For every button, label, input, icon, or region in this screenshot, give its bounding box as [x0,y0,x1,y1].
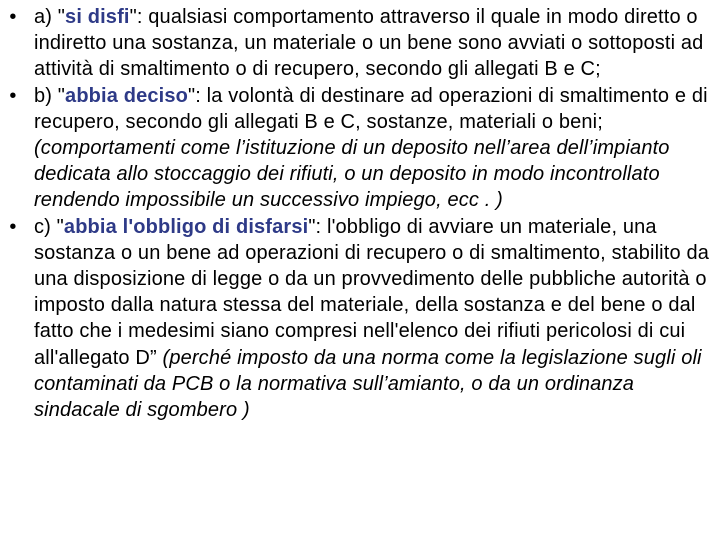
bullet-text: ": la volontà di destinare ad operazioni di smaltimento e di recupero, secondo gli allegati B e C, sostanze, materiali o beni; [34,84,708,133]
defined-term: si disfi [65,6,130,28]
defined-term: abbia deciso [65,84,188,107]
bullet-item-b [0,83,720,214]
bullet-italic-note: (perché imposto da una norma come la legislazione sugli oli contaminati da PCB o la normativa sull’amianto, o da un ordinanza sindacale di sgombero ) [34,346,702,422]
bullet-text: ": l'obbligo di avviare un materiale, una sostanza o un bene ad operazioni di recupero o di smaltimento, stabilito da una disposizione di legge o da un provvedimento delle pubbliche autorità o imposto dalla natura stessa del materiale, della sostanza e del bene o dal fatto che i medesimi siano compresi nell'elenco dei rifiuti pericolosi di cui all'allegato D” [34,215,709,369]
bullet-text: ": qualsiasi comportamento attraverso il quale in modo diretto o indiretto una sostanza, un materiale o un bene sono avviati o sottoposti ad attività di smaltimento o di recupero, secondo gli allegati B e C; [34,6,704,81]
defined-term: abbia l'obbligo di disfarsi [63,215,309,238]
bullet-icon: • [9,6,17,28]
bullet-italic-note: (comportamenti come l’istituzione di un deposito nell’area dell’impianto dedicata allo stoccaggio dei rifiuti, o un deposito in modo incontrollato rendendo impossibile un successivo impiego, ecc . ) [34,137,670,212]
bullet-prefix: a) " [34,6,66,28]
bullet-list [0,4,720,423]
bullet-prefix: c) " [34,215,64,238]
bullet-icon: • [9,84,17,107]
bullet-item-a [0,4,720,83]
bullet-prefix: b) " [34,84,66,107]
bullet-item-c [0,214,720,424]
bullet-icon: • [9,215,17,238]
